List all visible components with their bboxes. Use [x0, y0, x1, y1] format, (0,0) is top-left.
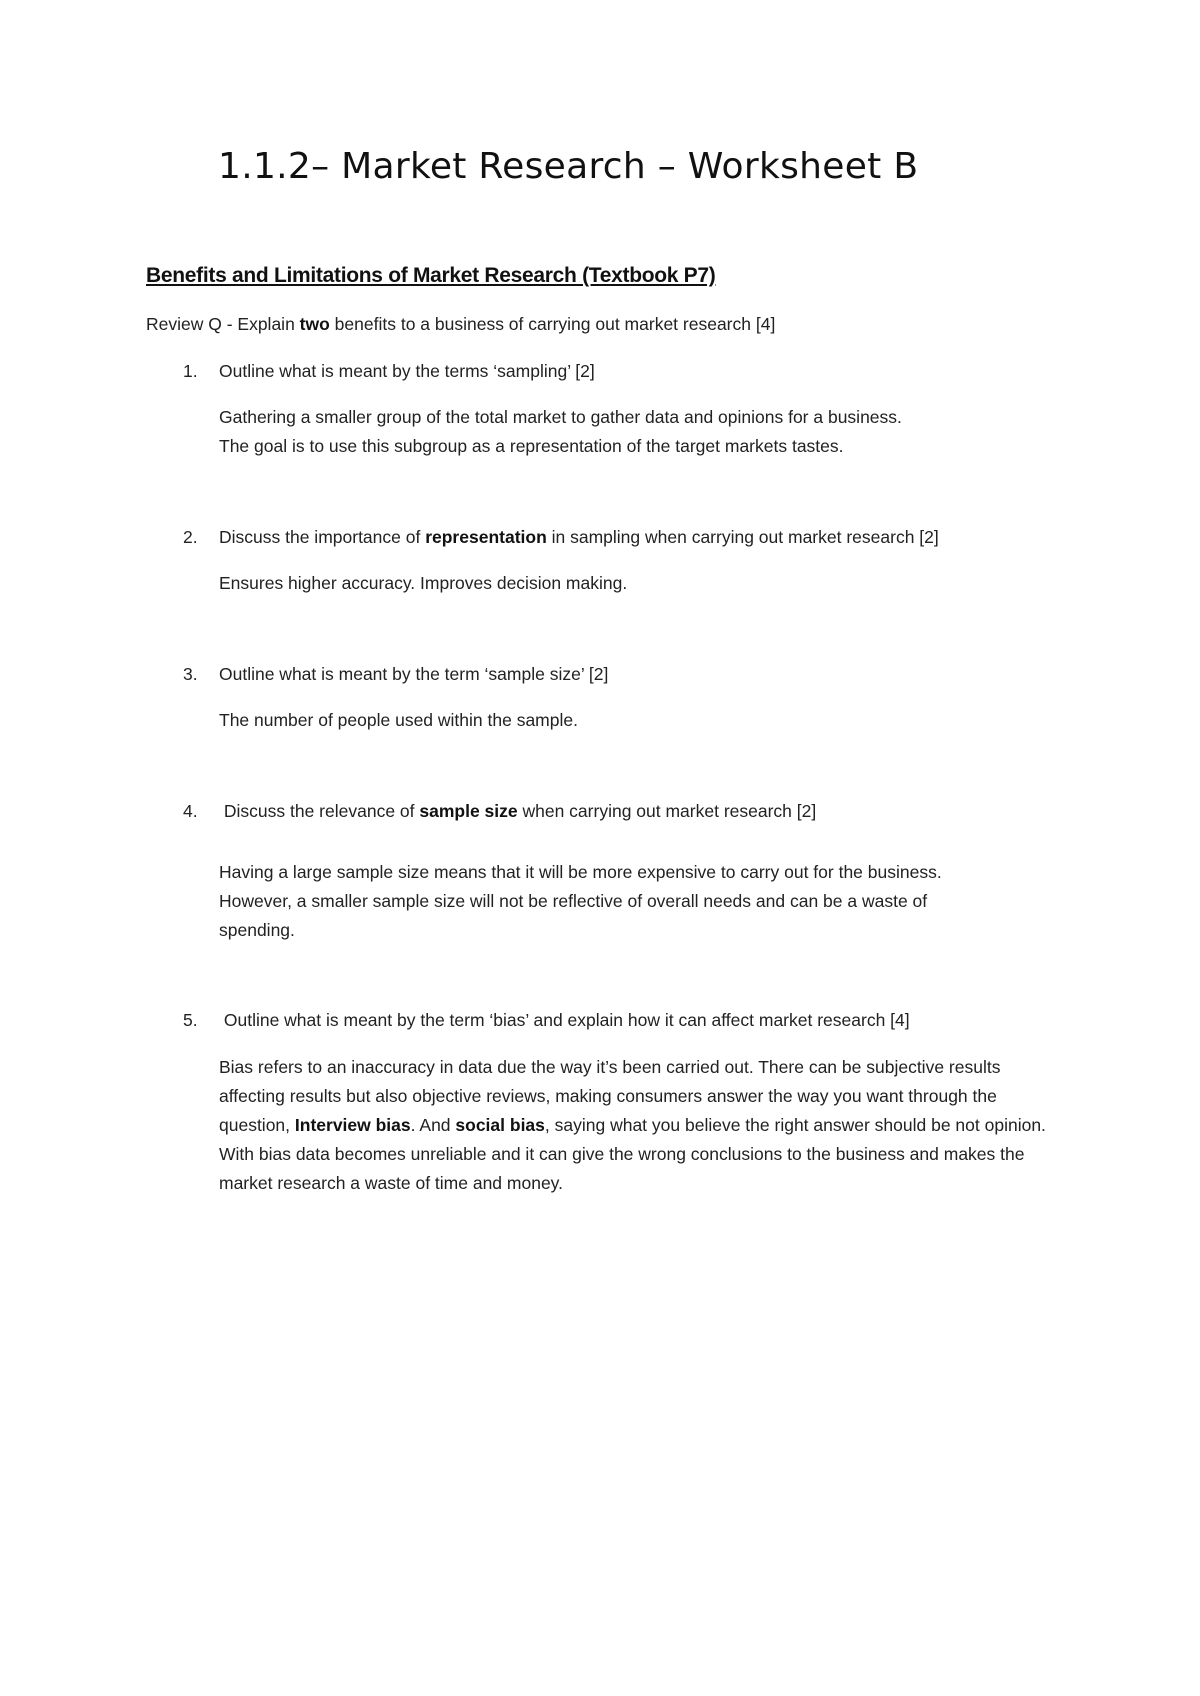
question-text: Outline what is meant by the term ‘bias’ and explain how it can affect market research [4]: [219, 1010, 910, 1030]
question-1: [183, 361, 595, 382]
question-text-bold: sample size: [419, 801, 518, 821]
question-number: 4.: [183, 801, 198, 821]
review-question: [146, 314, 775, 335]
review-text-after: benefits to a business of carrying out market research [4]: [329, 314, 776, 334]
answer-line: Gathering a smaller group of the total market to gather data and opinions for a business.: [219, 407, 902, 427]
answer-text: , saying what you believe the right answer should be not opinion. With bias data becomes unreliable and it can give the wrong conclusions to the business and makes the market research a waste of time and money.: [219, 1115, 1046, 1193]
question-text: Outline what is meant by the terms ‘sampling’ [2]: [219, 361, 595, 381]
question-3: [183, 664, 608, 685]
answer-text: Bias refers to an inaccuracy in data due the way it’s been carried out. There can be subjective results affecting results but also objective reviews, making consumers answer the way you want through the question,: [219, 1057, 1001, 1135]
section-heading: Benefits and Limitations of Market Research (Textbook P7): [146, 264, 716, 287]
review-text-before: Review Q - Explain: [146, 314, 300, 334]
question-number: 1.: [183, 361, 198, 381]
answer-line: However, a smaller sample size will not be reflective of overall needs and can be a waste of: [219, 891, 928, 911]
question-number: 2.: [183, 527, 198, 547]
answer-line: The number of people used within the sample.: [219, 710, 578, 730]
answer-line: Ensures higher accuracy. Improves decision making.: [219, 573, 628, 593]
answer-bold-term: Interview bias: [294, 1115, 411, 1135]
answer-text: . And: [410, 1115, 456, 1135]
question-text-bold: representation: [425, 527, 547, 547]
answer-line: spending.: [219, 920, 295, 940]
question-number: 3.: [183, 664, 198, 684]
question-text-before: Discuss the importance of: [219, 527, 426, 547]
answer-5: [219, 1053, 1069, 1198]
question-text: Outline what is meant by the term ‘sample size’ [2]: [219, 664, 609, 684]
question-text-after: when carrying out market research [2]: [517, 801, 817, 821]
review-text-bold: two: [299, 314, 330, 334]
answer-1: [219, 403, 1069, 461]
answer-line: The goal is to use this subgroup as a representation of the target markets tastes.: [219, 436, 844, 456]
question-text-after: in sampling when carrying out market research [2]: [546, 527, 939, 547]
answer-line: Having a large sample size means that it will be more expensive to carry out for the business.: [219, 862, 942, 882]
answer-3: [219, 706, 1069, 735]
question-text-before: Discuss the relevance of: [219, 801, 420, 821]
answer-2: [219, 569, 1069, 598]
question-number: 5.: [183, 1010, 198, 1030]
answer-4: [219, 858, 1069, 945]
question-5: [183, 1010, 910, 1031]
answer-bold-term: social bias: [455, 1115, 545, 1135]
question-2: [183, 527, 939, 548]
question-4: [183, 801, 816, 822]
page-title: 1.1.2– Market Research – Worksheet B: [218, 146, 919, 187]
